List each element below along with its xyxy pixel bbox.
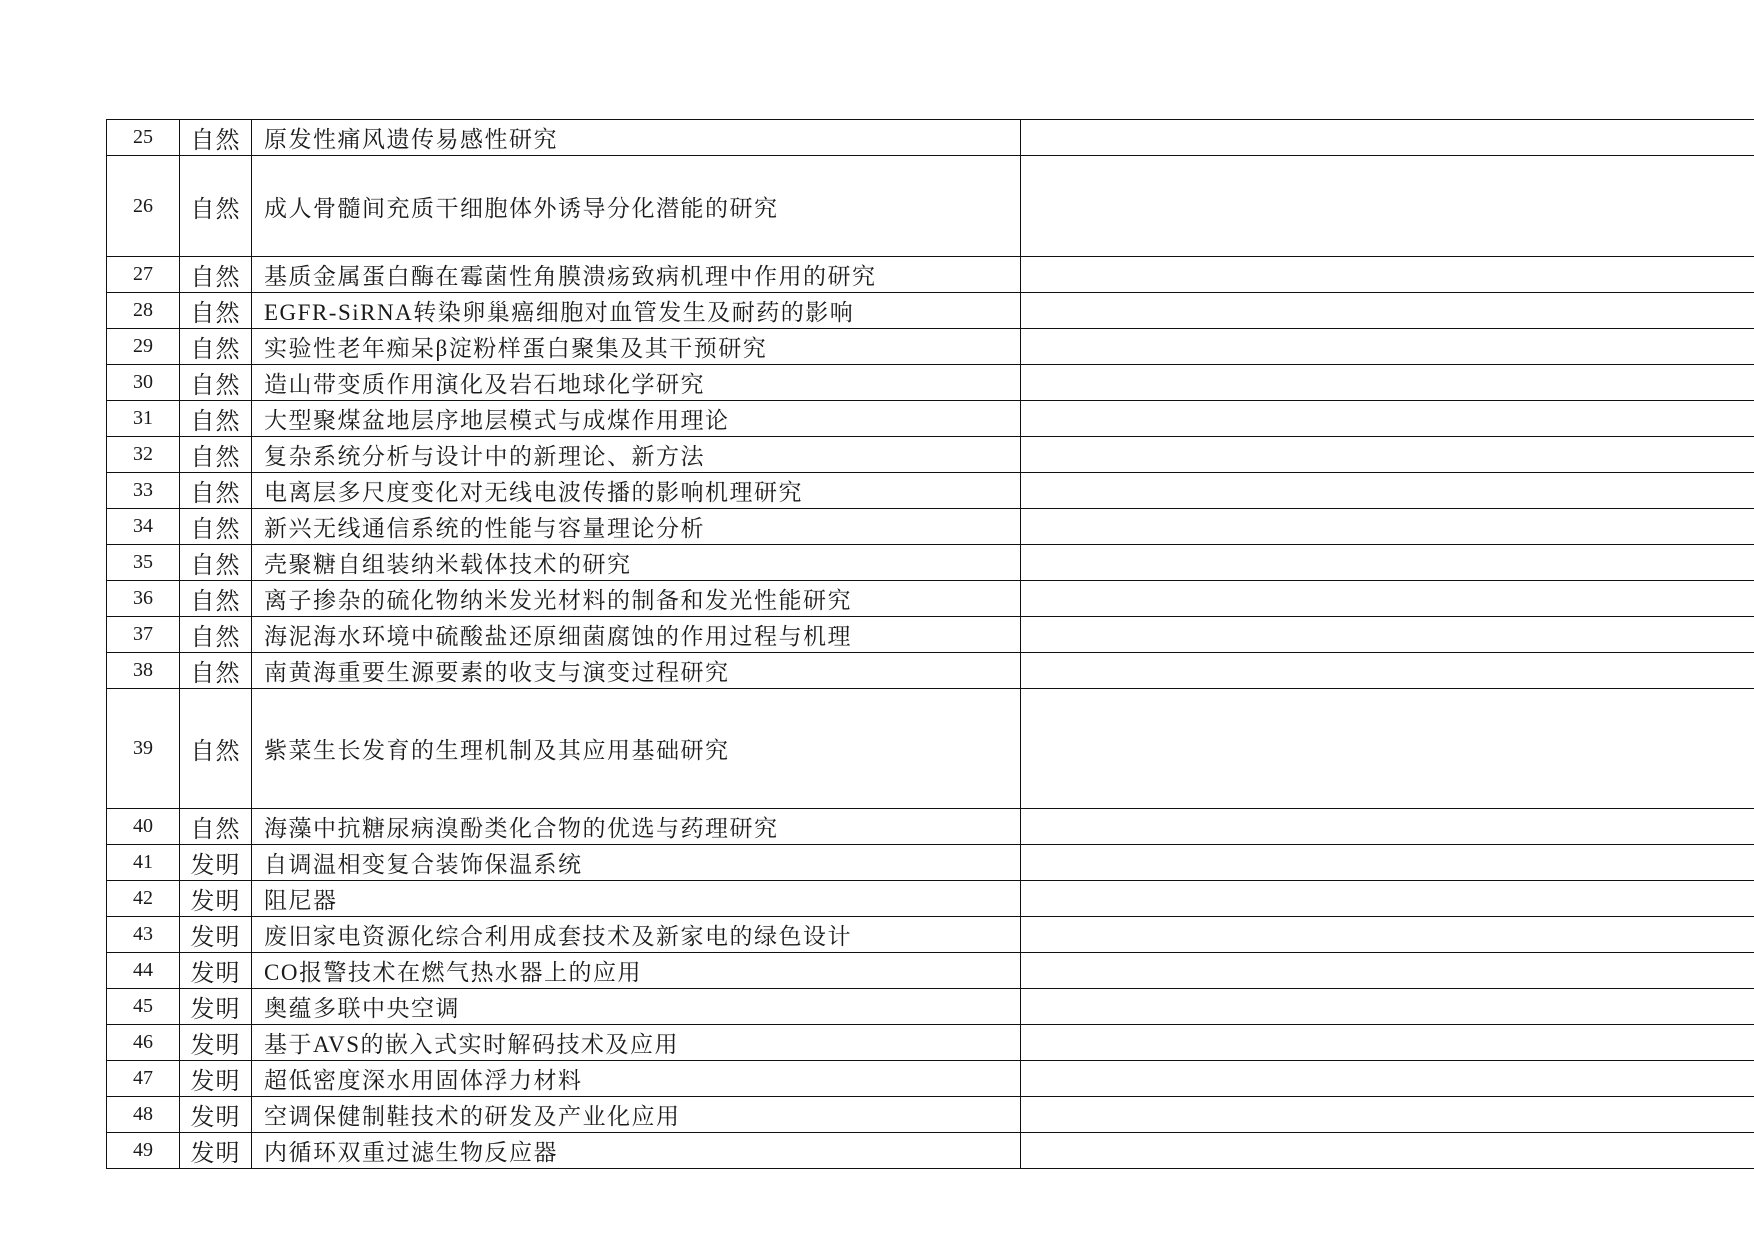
row-category: 自然 (180, 653, 252, 689)
row-extra (1021, 473, 1754, 509)
row-number: 38 (107, 653, 180, 689)
row-category: 发明 (180, 1097, 252, 1133)
row-extra (1021, 845, 1754, 881)
row-title: 大型聚煤盆地层序地层模式与成煤作用理论 (252, 401, 1021, 437)
row-category: 发明 (180, 845, 252, 881)
row-title: 废旧家电资源化综合利用成套技术及新家电的绿色设计 (252, 917, 1021, 953)
table-row (107, 437, 1754, 473)
row-category: 自然 (180, 545, 252, 581)
row-title: 阻尼器 (252, 881, 1021, 917)
row-category: 发明 (180, 1133, 252, 1169)
row-title: 奥蕴多联中央空调 (252, 989, 1021, 1025)
row-category: 自然 (180, 509, 252, 545)
table-row (107, 156, 1754, 257)
row-category: 发明 (180, 881, 252, 917)
row-category: 自然 (180, 257, 252, 293)
row-title: 造山带变质作用演化及岩石地球化学研究 (252, 365, 1021, 401)
row-title: 自调温相变复合装饰保温系统 (252, 845, 1021, 881)
table-row (107, 509, 1754, 545)
table-row (107, 1133, 1754, 1169)
row-extra (1021, 329, 1754, 365)
row-extra (1021, 917, 1754, 953)
row-extra (1021, 437, 1754, 473)
row-category: 自然 (180, 329, 252, 365)
row-extra (1021, 809, 1754, 845)
table-row (107, 365, 1754, 401)
row-title: 成人骨髓间充质干细胞体外诱导分化潜能的研究 (252, 156, 1021, 257)
table-row (107, 329, 1754, 365)
row-title: 复杂系统分析与设计中的新理论、新方法 (252, 437, 1021, 473)
row-extra (1021, 293, 1754, 329)
row-category: 发明 (180, 953, 252, 989)
row-category: 自然 (180, 365, 252, 401)
row-category: 自然 (180, 401, 252, 437)
row-title: EGFR-SiRNA转染卵巢癌细胞对血管发生及耐药的影响 (252, 293, 1021, 329)
row-title: 空调保健制鞋技术的研发及产业化应用 (252, 1097, 1021, 1133)
table-row (107, 617, 1754, 653)
row-title: 新兴无线通信系统的性能与容量理论分析 (252, 509, 1021, 545)
table-row (107, 653, 1754, 689)
row-extra (1021, 257, 1754, 293)
row-number: 45 (107, 989, 180, 1025)
row-number: 40 (107, 809, 180, 845)
row-category: 发明 (180, 1061, 252, 1097)
row-category: 自然 (180, 437, 252, 473)
row-extra (1021, 689, 1754, 809)
row-number: 32 (107, 437, 180, 473)
row-number: 37 (107, 617, 180, 653)
table-row (107, 845, 1754, 881)
row-extra (1021, 1097, 1754, 1133)
row-number: 26 (107, 156, 180, 257)
row-category: 发明 (180, 989, 252, 1025)
row-extra (1021, 401, 1754, 437)
row-category: 自然 (180, 293, 252, 329)
row-number: 39 (107, 689, 180, 809)
row-extra (1021, 1025, 1754, 1061)
row-category: 自然 (180, 156, 252, 257)
row-category: 自然 (180, 809, 252, 845)
row-extra (1021, 509, 1754, 545)
table-row (107, 293, 1754, 329)
row-category: 发明 (180, 1025, 252, 1061)
row-category: 自然 (180, 617, 252, 653)
row-number: 34 (107, 509, 180, 545)
row-category: 自然 (180, 581, 252, 617)
row-number: 41 (107, 845, 180, 881)
row-number: 43 (107, 917, 180, 953)
row-extra (1021, 1061, 1754, 1097)
row-number: 27 (107, 257, 180, 293)
row-number: 48 (107, 1097, 180, 1133)
row-extra (1021, 545, 1754, 581)
table-row (107, 545, 1754, 581)
row-title: 离子掺杂的硫化物纳米发光材料的制备和发光性能研究 (252, 581, 1021, 617)
row-number: 36 (107, 581, 180, 617)
row-title: 壳聚糖自组装纳米载体技术的研究 (252, 545, 1021, 581)
row-extra (1021, 581, 1754, 617)
row-extra (1021, 989, 1754, 1025)
table-row (107, 917, 1754, 953)
row-extra (1021, 653, 1754, 689)
row-extra (1021, 617, 1754, 653)
row-title: 实验性老年痴呆β淀粉样蛋白聚集及其干预研究 (252, 329, 1021, 365)
row-number: 35 (107, 545, 180, 581)
table-row (107, 989, 1754, 1025)
row-category: 自然 (180, 120, 252, 156)
table-row (107, 581, 1754, 617)
row-title: CO报警技术在燃气热水器上的应用 (252, 953, 1021, 989)
row-number: 33 (107, 473, 180, 509)
row-number: 28 (107, 293, 180, 329)
table-row (107, 1097, 1754, 1133)
row-title: 海泥海水环境中硫酸盐还原细菌腐蚀的作用过程与机理 (252, 617, 1021, 653)
table-row (107, 401, 1754, 437)
row-extra (1021, 120, 1754, 156)
row-title: 原发性痛风遗传易感性研究 (252, 120, 1021, 156)
row-title: 超低密度深水用固体浮力材料 (252, 1061, 1021, 1097)
row-number: 31 (107, 401, 180, 437)
row-title: 基于AVS的嵌入式实时解码技术及应用 (252, 1025, 1021, 1061)
row-extra (1021, 156, 1754, 257)
row-extra (1021, 1133, 1754, 1169)
table-row (107, 257, 1754, 293)
award-list-table (106, 119, 1754, 1169)
row-title: 紫菜生长发育的生理机制及其应用基础研究 (252, 689, 1021, 809)
table-row (107, 1025, 1754, 1061)
row-title: 基质金属蛋白酶在霉菌性角膜溃疡致病机理中作用的研究 (252, 257, 1021, 293)
row-number: 25 (107, 120, 180, 156)
row-title: 南黄海重要生源要素的收支与演变过程研究 (252, 653, 1021, 689)
row-number: 42 (107, 881, 180, 917)
row-number: 29 (107, 329, 180, 365)
table-row (107, 689, 1754, 809)
row-title: 内循环双重过滤生物反应器 (252, 1133, 1021, 1169)
row-title: 海藻中抗糖尿病溴酚类化合物的优选与药理研究 (252, 809, 1021, 845)
row-extra (1021, 365, 1754, 401)
row-number: 44 (107, 953, 180, 989)
row-number: 49 (107, 1133, 180, 1169)
table-row (107, 1061, 1754, 1097)
row-category: 发明 (180, 917, 252, 953)
row-category: 自然 (180, 689, 252, 809)
table-row (107, 120, 1754, 156)
row-number: 47 (107, 1061, 180, 1097)
table-row (107, 809, 1754, 845)
row-extra (1021, 953, 1754, 989)
row-number: 30 (107, 365, 180, 401)
row-extra (1021, 881, 1754, 917)
table-row (107, 953, 1754, 989)
row-category: 自然 (180, 473, 252, 509)
row-number: 46 (107, 1025, 180, 1061)
row-title: 电离层多尺度变化对无线电波传播的影响机理研究 (252, 473, 1021, 509)
table-row (107, 473, 1754, 509)
table-row (107, 881, 1754, 917)
